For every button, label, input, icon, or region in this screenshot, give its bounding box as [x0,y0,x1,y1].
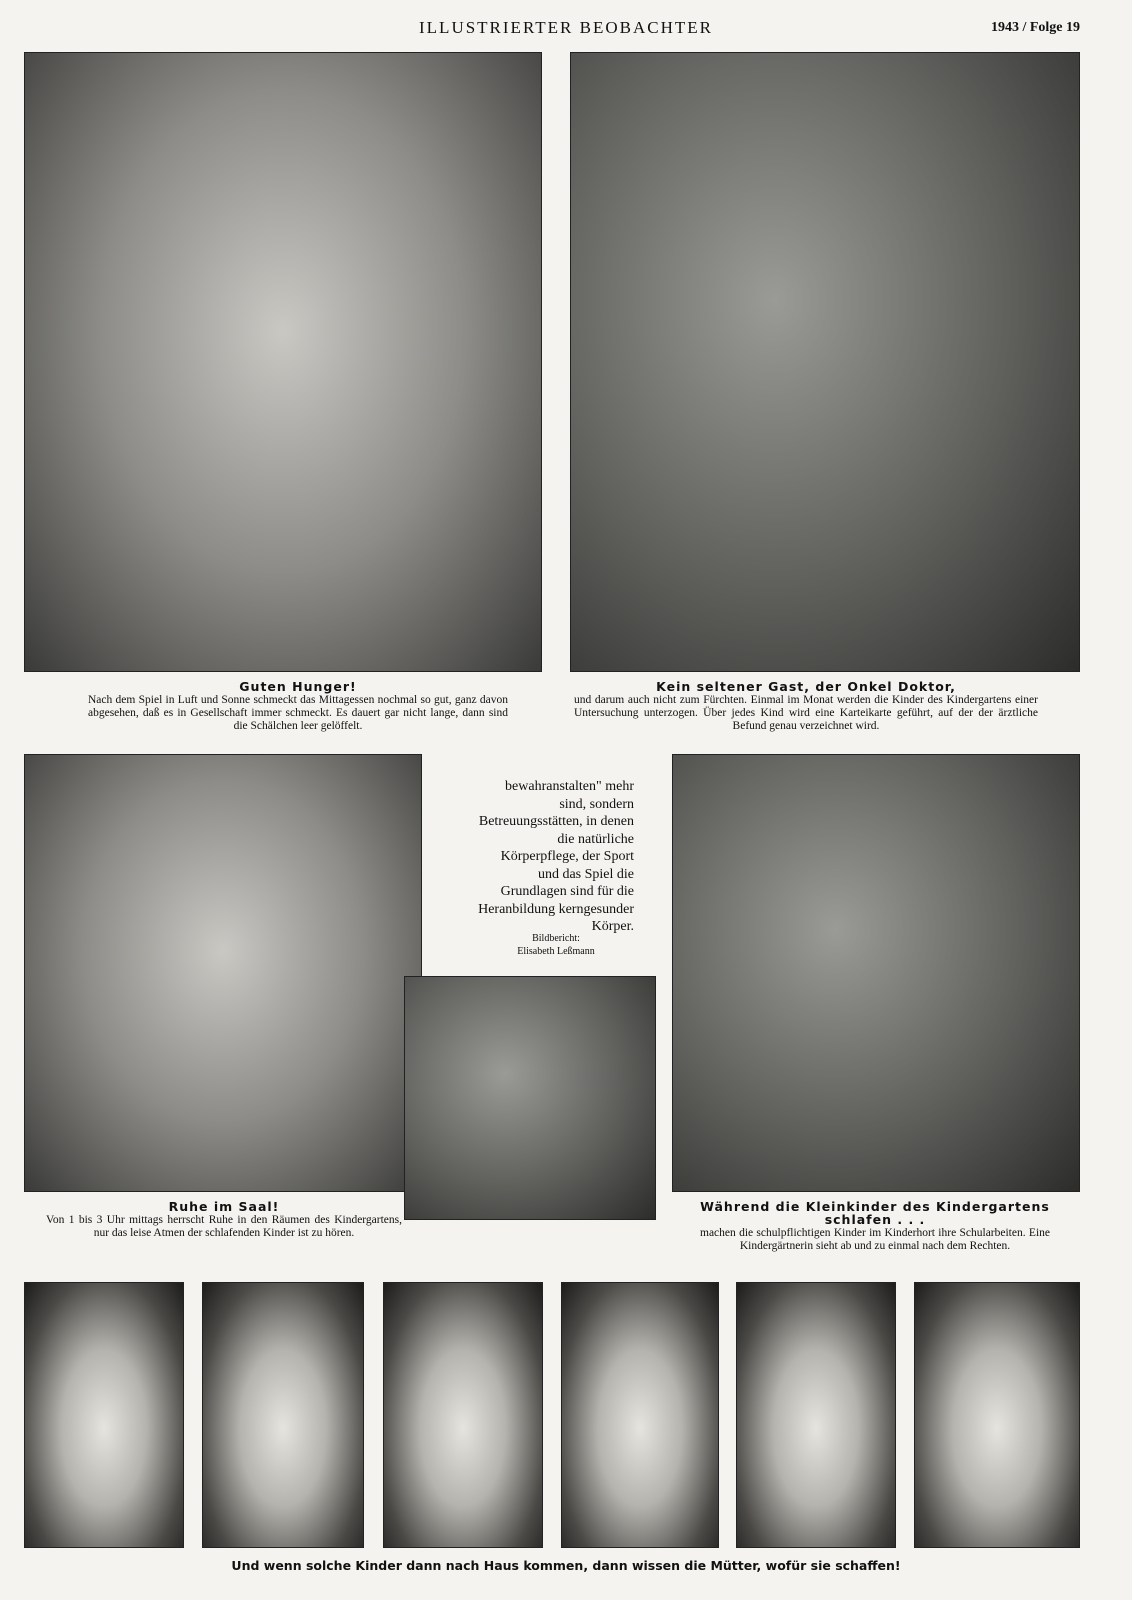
portrait-1 [24,1282,184,1548]
portrait-6 [914,1282,1080,1548]
caption-body: und darum auch nicht zum Fürchten. Einmal im Monat werden die Kinder des Kindergartens einer Untersuchung unterzogen. Über jedes Kind wird eine Karteikarte geführt, auf der der ärztliche Befund genau verzeichnet wird. [574,694,1038,732]
article-text: bewahranstalten" mehr sind, sondern Betreuungsstätten, in denen die natürliche Körperpflege, der Sport und das Spiel die Grundlagen sind für die Heranbildung kerngesunder Körper. [478,779,634,934]
caption-head: Guten Hunger! [239,679,357,694]
credit-label: Bildbericht: [532,933,580,944]
caption-body: Von 1 bis 3 Uhr mittags herrscht Ruhe in den Räumen des Kindergartens, nur das leise Atmen der schlafenden Kinder ist zu hören. [46,1214,402,1239]
photo-credit [476,932,636,958]
issue-folio: 1943 / Folge 19 [990,20,1080,35]
caption-head: Ruhe im Saal! [168,1199,280,1214]
caption-body: Nach dem Spiel in Luft und Sonne schmeckt das Mittagessen nochmal so gut, ganz davon abgesehen, daß es in Gesellschaft immer schmeckt. Es dauert gar nicht lange, dann sind die Schälchen leer gelöffelt. [88,694,508,732]
portrait-4 [561,1282,719,1548]
photo-children-napping [404,976,656,1220]
photo-doctor-visit [570,52,1080,672]
caption-body: machen die schulpflichtigen Kinder im Kinderhort ihre Schularbeiten. Eine Kindergärtnerin sieht ab und zu einmal nach dem Rechten. [700,1227,1050,1252]
photo-shoes-cots [24,754,422,1192]
photo-children-eating [24,52,542,672]
caption-head: Während die Kleinkinder des Kindergartens schlafen . . . [700,1199,1050,1227]
caption-head: Kein seltener Gast, der Onkel Doktor, [656,679,956,694]
caption-onkel-doktor [574,680,1038,733]
portrait-5 [736,1282,896,1548]
portrait-2 [202,1282,364,1548]
portrait-3 [383,1282,543,1548]
footer-caption: Und wenn solche Kinder dann nach Haus kommen, dann wissen die Mütter, wofür sie schaffen! [231,1558,901,1573]
credit-name: Elisabeth Leßmann [517,946,595,957]
caption-ruhe-im-saal [46,1200,402,1240]
masthead: ILLUSTRIERTER BEOBACHTER [419,18,713,37]
caption-kleinkinder [700,1200,1050,1253]
photo-homework [672,754,1080,1192]
caption-guten-hunger [88,680,508,733]
